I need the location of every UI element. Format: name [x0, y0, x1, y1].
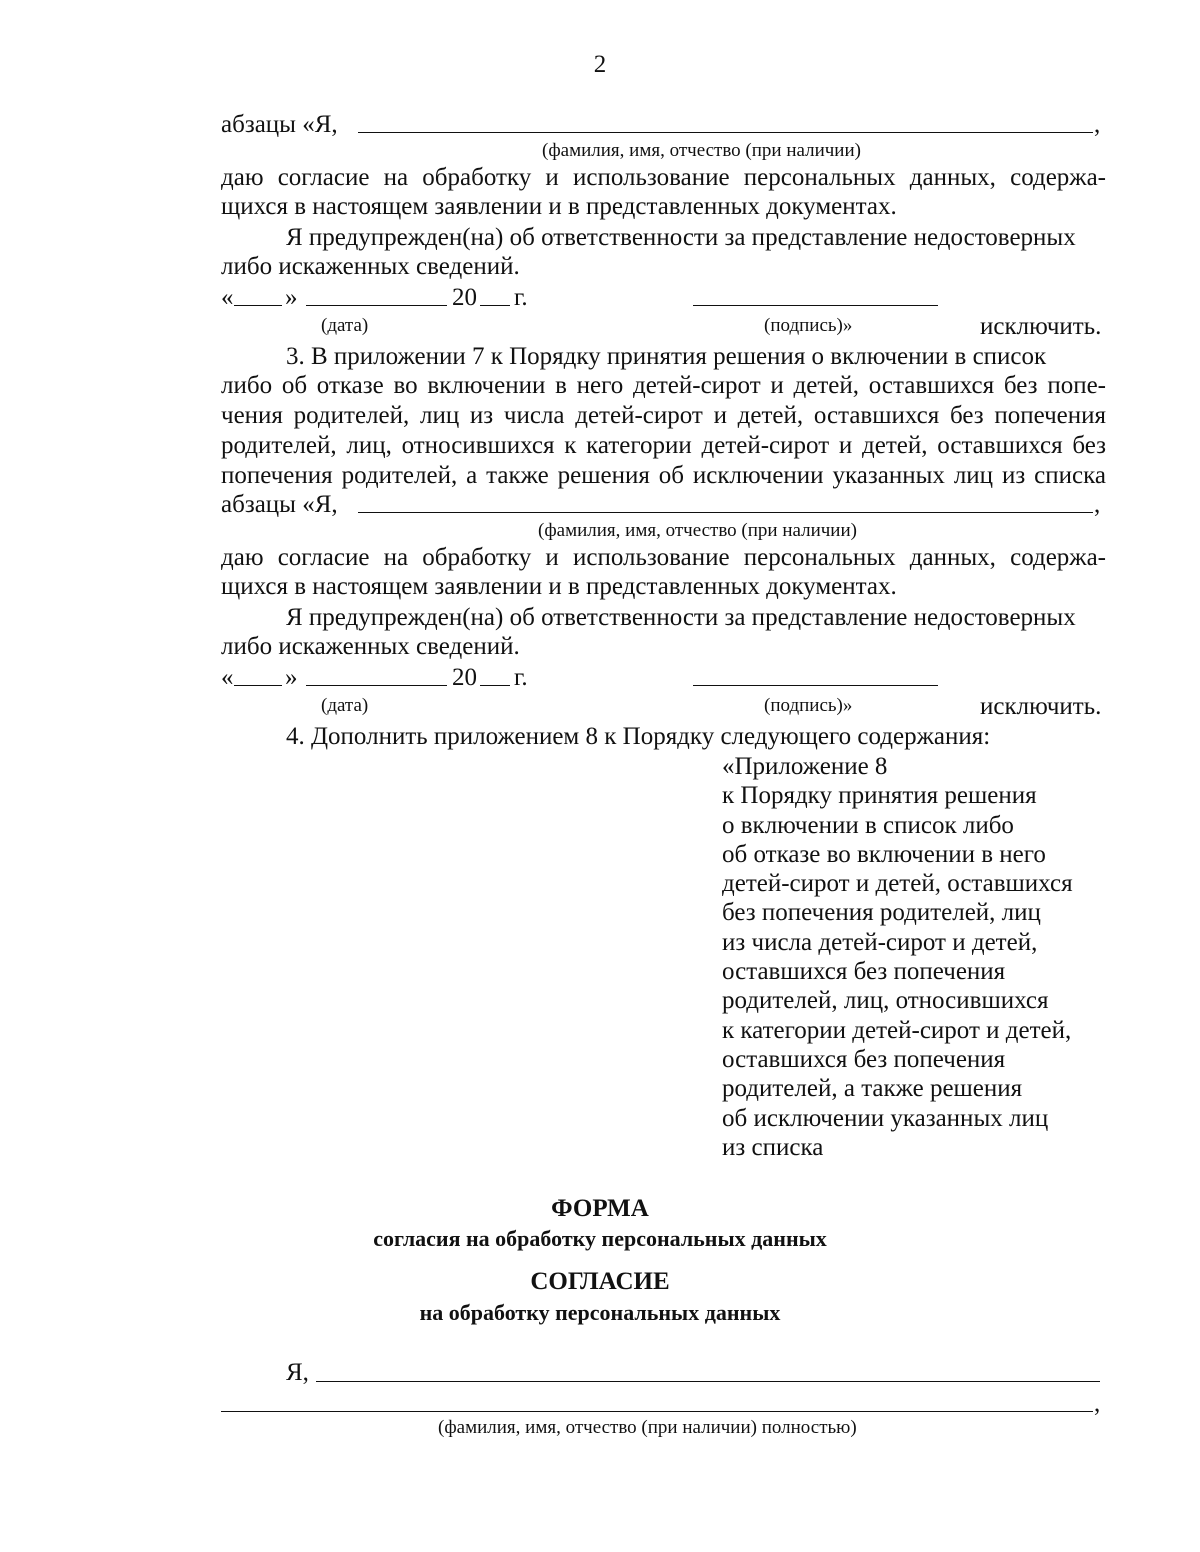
block1-comma: ,: [1094, 111, 1101, 138]
appendix-line: из списка: [722, 1133, 824, 1161]
page-number: 2: [593, 51, 607, 78]
block2-date-close: »: [285, 664, 298, 691]
block2-consent-line2: щихся в настоящем заявлении и в представленных документах.: [221, 573, 897, 600]
form-title: ФОРМА: [551, 1195, 649, 1222]
block1-exclude: исключить.: [980, 313, 1102, 340]
block1-day-blank: [234, 305, 282, 306]
block1-month-blank: [306, 305, 447, 306]
block2-date-open: «: [221, 664, 234, 691]
block2-intro: абзацы «Я,: [221, 491, 338, 518]
block2-month-blank: [306, 685, 447, 686]
block2-date-caption: (дата): [321, 695, 369, 716]
final-fio-blank-line1: [316, 1381, 1100, 1382]
block1-signature-caption: (подпись)»: [764, 315, 853, 336]
appendix-line: из числа детей-сирот и детей,: [722, 928, 1038, 956]
appendix-line: о включении в список либо: [722, 811, 1014, 839]
block2-day-blank: [234, 685, 282, 686]
block2-year: 20: [452, 664, 477, 691]
block2-fio-caption: (фамилия, имя, отчество (при наличии): [538, 520, 857, 541]
block1-date-open: «: [221, 284, 234, 311]
block2-year-suffix: г.: [514, 664, 528, 691]
block2-year-blank: [480, 685, 510, 686]
appendix-line: родителей, а также решения: [722, 1075, 1023, 1103]
item3-line1: 3. В приложении 7 к Порядку принятия решения о включении в список: [286, 343, 1047, 370]
block2-warning-line1: Я предупрежден(на) об ответственности за представление недостоверных: [286, 604, 1076, 631]
block2-signature-caption: (подпись)»: [764, 695, 853, 716]
appendix-line: оставшихся без попечения: [722, 1045, 1006, 1073]
appendix-line: об отказе во включении в него: [722, 840, 1046, 868]
block1-intro: абзацы «Я,: [221, 111, 338, 138]
block1-year-blank: [480, 305, 510, 306]
block2-consent-line1: даю согласие на обработку и использование персональных данных, содержа-: [221, 544, 1106, 571]
appendix-line: оставшихся без попечения: [722, 958, 1006, 986]
block2-exclude: исключить.: [980, 693, 1102, 720]
block1-consent-line2: щихся в настоящем заявлении и в представленных документах.: [221, 193, 897, 220]
block1-fio-caption: (фамилия, имя, отчество (при наличии): [542, 140, 861, 161]
item3-line2: либо об отказе во включении в него детей-сирот и детей, оставшихся без попе-: [221, 372, 1106, 399]
appendix-line: «Приложение 8: [722, 753, 888, 780]
appendix-line: родителей, лиц, относившихся: [722, 987, 1049, 1015]
appendix-line: к Порядку принятия решения: [722, 782, 1037, 810]
block2-comma: ,: [1094, 491, 1101, 518]
block2-signature-blank: [693, 685, 938, 686]
consent-title: СОГЛАСИЕ: [530, 1268, 670, 1295]
final-fio-blank-line2: [221, 1411, 1093, 1412]
block1-date-close: »: [285, 284, 298, 311]
block1-year: 20: [452, 284, 477, 311]
block1-warning-line2: либо искаженных сведений.: [221, 253, 520, 280]
final-comma: ,: [1094, 1390, 1101, 1417]
consent-subtitle: на обработку персональных данных: [419, 1300, 781, 1325]
appendix-line: детей-сирот и детей, оставшихся: [722, 870, 1073, 898]
block2-fio-blank: [358, 512, 1093, 513]
block1-fio-blank: [358, 132, 1093, 133]
block2-warning-line2: либо искаженных сведений.: [221, 633, 520, 660]
final-ya: Я,: [286, 1359, 309, 1386]
appendix-header: [722, 752, 1073, 1162]
item4-text: 4. Дополнить приложением 8 к Порядку следующего содержания:: [286, 723, 991, 750]
item3-line4: родителей, лиц, относившихся к категории детей-сирот и детей, оставшихся без: [221, 432, 1106, 459]
appendix-line: к категории детей-сирот и детей,: [722, 1016, 1072, 1044]
form-subtitle: согласия на обработку персональных данных: [373, 1226, 827, 1251]
item3-line5: попечения родителей, а также решения об исключении указанных лиц из списка: [221, 462, 1106, 489]
block1-warning-line1: Я предупрежден(на) об ответственности за представление недостоверных: [286, 224, 1076, 251]
block1-signature-blank: [693, 305, 938, 306]
block1-year-suffix: г.: [514, 284, 528, 311]
item3-line3: чения родителей, лиц из числа детей-сирот и детей, оставшихся без попечения: [221, 402, 1106, 429]
block1-consent-line1: даю согласие на обработку и использование персональных данных, содержа-: [221, 164, 1106, 191]
appendix-line: без попечения родителей, лиц: [722, 899, 1041, 927]
final-fio-caption: (фамилия, имя, отчество (при наличии) полностью): [438, 1417, 857, 1438]
appendix-line: об исключении указанных лиц: [722, 1104, 1049, 1132]
block1-date-caption: (дата): [321, 315, 369, 336]
